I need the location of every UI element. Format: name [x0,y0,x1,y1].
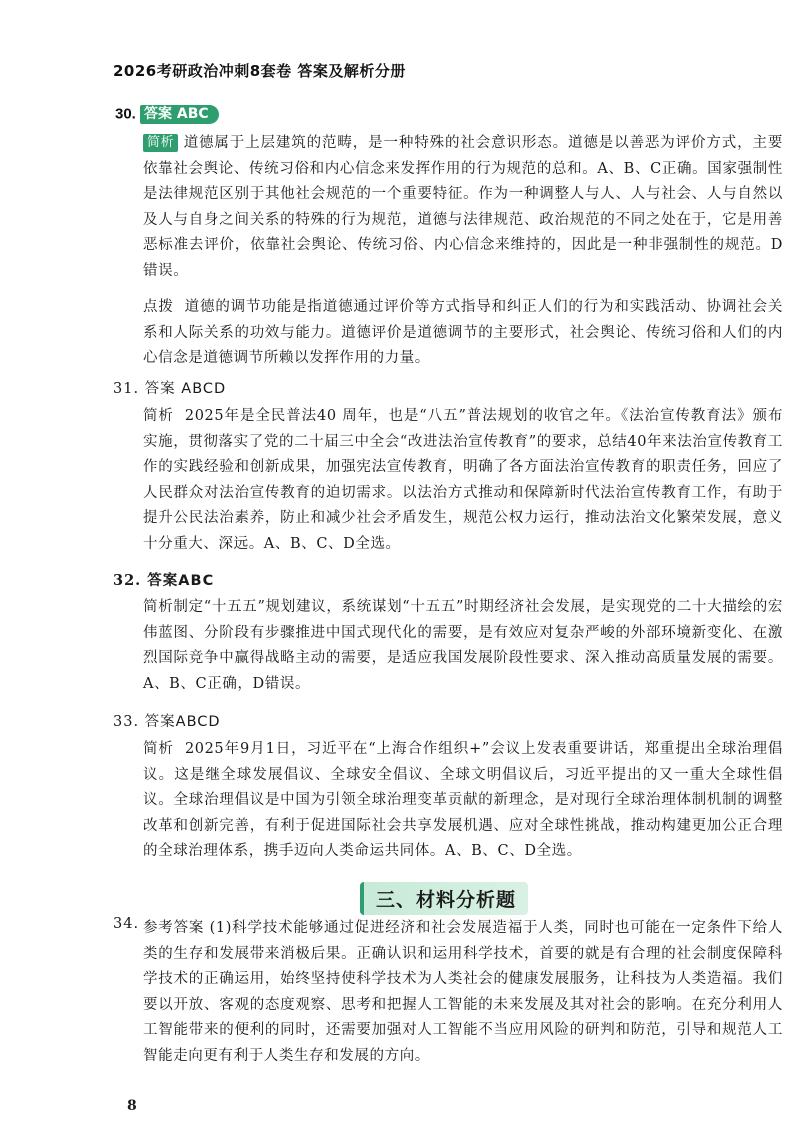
q33-explain-text: 2025年9月1日，习近平在“上海合作组织+”会议上发表重要讲话，郑重提出全球治理倡议。这是继全球发展倡议、全球安全倡议、全球文明倡议后，习近平提出的又一重大全球性倡议。全球治理倡议是中国为引领全球治理变革贡献的新理念，是对现行全球治理体制机制的调整改革和创新完善，有利于促进国际社会共享发展机遇、应对全球性挑战，推动构建更加公正合理的全球治理体系，携手迈向人类命运共同体。A、B、C、D全选。 [143,741,784,859]
question-number: 31. [113,381,140,397]
answer-text: 答案ABC [147,573,215,589]
q33-explanation [143,737,783,865]
answer-text: 答案ABCD [144,714,221,730]
question-31-answer [113,377,226,398]
q30-explanation [143,131,783,284]
question-30-number-row [115,105,219,124]
explain-label: 简析 [143,741,174,757]
q30-tip-text: 道德的调节功能是指道德通过评价等方式指导和纠正人们的行为和实践活动、协调社会关系和人际关系的功效与能力。道德评价是道德调节的主要形式，社会舆论、传统习俗和人们的内心信念是道德调节所赖以发挥作用的力量。 [143,299,783,366]
q31-explanation [143,404,783,557]
answer-badge: 答案 ABC [140,105,219,124]
explain-label: 简析 [143,599,174,615]
explain-label: 简析 [143,408,174,424]
tip-label: 点拨 [143,299,174,315]
page-number: 8 [127,1098,137,1114]
question-number: 30. [115,105,136,123]
question-33-answer [113,710,221,731]
q34-answer: 参考答案 (1)科学技术能够通过促进经济和社会发展造福于人类，同时也可能在一定条件下给人类的生存和发展带来消极后果。正确认识和运用科学技术，首要的就是有合理的社会制度保障科学技术的正确运用，始终坚持使科学技术为人类社会的健康发展服务，让科技为人类造福。我们要以开放、客观的态度观察、思考和把握人工智能的未来发展及其对社会的影响。在充分利用人工智能带来的便利的同时，还需要加强对人工智能不当应用风险的研判和防范，引导和规范人工智能走向更有利于人类生存和发展的方向。 [143,920,783,1064]
question-number: 32. [113,572,142,589]
q30-explain-text: 道德属于上层建筑的范畴，是一种特殊的社会意识形态。道德是以善恶为评价方式，主要依靠社会舆论、传统习俗和内心信念来发挥作用的行为规范的总和。A、B、C正确。国家强制性是法律规范区别于其他社会规范的一个重要特征。作为一种调整人与人、人与社会、人与自然以及人与自身之间关系的特殊的行为规范，道德与法律规范、政治规范的不同之处在于，它是用善恶标准去评价，依靠社会舆论、传统习俗、内心信念来维持的，因此是一种非强制性的规范。D错误。 [143,135,783,279]
section-title: 三、材料分析题 [360,882,528,915]
question-32-answer [113,569,214,590]
q32-explanation [143,595,783,697]
q32-explain-text: 制定“十五五”规划建议，系统谋划“十五五”时期经济社会发展，是实现党的二十大描绘的宏伟蓝图、分阶段有步骤推进中国式现代化的需要，是有效应对复杂严峻的外部环境新变化、在激烈国际竞争中赢得战略主动的需要，是适应我国发展阶段性要求、深入推动高质量发展的需要。A、B、C正确，D错误。 [143,599,783,692]
q30-tip [143,295,783,372]
q31-explain-text: 2025年是全民普法40 周年，也是“八五”普法规划的收官之年。《法治宣传教育法》颁布实施，贯彻落实了党的二十届三中全会“改进法治宣传教育”的要求，总结40年来法治宣传教育工作的实践经验和创新成果，加强宪法宣传教育，明确了各方面法治宣传教育的职责任务，回应了人民群众对法治宣传教育的迫切需求。以法治方式推动和保障新时代法治宣传教育工作，有助于提升公民法治素养，防止和减少社会矛盾发生，规范公权力运行，推动法治文化繁荣发展，意义十分重大、深远。A、B、C、D全选。 [143,408,783,552]
answer-text: 答案 ABCD [144,381,227,397]
question-34-number: 34. [113,916,140,932]
page-header: 2026考研政治冲刺8套卷 答案及解析分册 [113,62,406,80]
explain-badge: 简析 [143,134,178,152]
question-number: 33. [113,714,140,730]
